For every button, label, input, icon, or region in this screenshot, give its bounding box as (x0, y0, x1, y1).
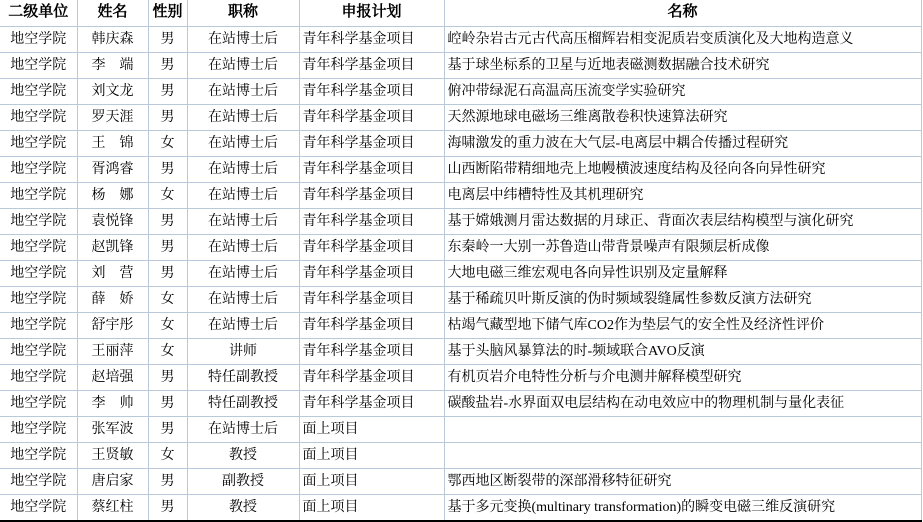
cell-gender: 女 (148, 182, 187, 208)
cell-plan: 面上项目 (299, 468, 444, 494)
cell-name: 王贤敏 (77, 442, 148, 468)
header-title: 职称 (187, 0, 299, 26)
cell-plan: 青年科学基金项目 (299, 390, 444, 416)
cell-name: 薛 娇 (77, 286, 148, 312)
cell-plan: 青年科学基金项目 (299, 364, 444, 390)
cell-unit: 地空学院 (0, 468, 77, 494)
cell-name: 舒宇彤 (77, 312, 148, 338)
cell-title: 在站博士后 (187, 78, 299, 104)
cell-plan: 面上项目 (299, 442, 444, 468)
cell-title: 在站博士后 (187, 130, 299, 156)
table-row (0, 78, 921, 104)
header-gender: 性别 (148, 0, 187, 26)
cell-project: 东秦岭一大别一苏鲁造山带背景噪声有限频层析成像 (444, 234, 921, 260)
table-row (0, 364, 921, 390)
cell-project: 海啸激发的重力波在大气层-电离层中耦合传播过程研究 (444, 130, 921, 156)
header-unit: 二级单位 (0, 0, 77, 26)
cell-project: 基于球坐标系的卫星与近地表磁测数据融合技术研究 (444, 52, 921, 78)
cell-name: 杨 娜 (77, 182, 148, 208)
cell-project: 崆岭杂岩古元古代高压榴辉岩相变泥质岩变质演化及大地构造意义 (444, 26, 921, 52)
cell-unit: 地空学院 (0, 260, 77, 286)
table-body (0, 26, 921, 521)
cell-gender: 男 (148, 260, 187, 286)
cell-unit: 地空学院 (0, 208, 77, 234)
table-row (0, 442, 921, 468)
cell-gender: 男 (148, 468, 187, 494)
cell-plan: 青年科学基金项目 (299, 130, 444, 156)
cell-project (444, 442, 921, 468)
cell-name: 赵培强 (77, 364, 148, 390)
cell-unit: 地空学院 (0, 130, 77, 156)
cell-gender: 男 (148, 390, 187, 416)
table-row (0, 286, 921, 312)
cell-gender: 女 (148, 286, 187, 312)
cell-project: 电离层中纬槽特性及其机理研究 (444, 182, 921, 208)
cell-unit: 地空学院 (0, 338, 77, 364)
table-row (0, 156, 921, 182)
cell-name: 唐启家 (77, 468, 148, 494)
cell-unit: 地空学院 (0, 286, 77, 312)
table-row (0, 208, 921, 234)
cell-title: 特任副教授 (187, 390, 299, 416)
table-row (0, 260, 921, 286)
cell-project: 俯冲带绿泥石高温高压流变学实验研究 (444, 78, 921, 104)
cell-title: 在站博士后 (187, 286, 299, 312)
table-row (0, 130, 921, 156)
cell-plan: 青年科学基金项目 (299, 312, 444, 338)
cell-project: 枯竭气藏型地下储气库CO2作为垫层气的安全性及经济性评价 (444, 312, 921, 338)
cell-unit: 地空学院 (0, 52, 77, 78)
table-row (0, 234, 921, 260)
cell-name: 罗天涯 (77, 104, 148, 130)
cell-project: 基于稀疏贝叶斯反演的伪时频域裂缝属性参数反演方法研究 (444, 286, 921, 312)
cell-plan: 青年科学基金项目 (299, 78, 444, 104)
cell-plan: 青年科学基金项目 (299, 234, 444, 260)
cell-gender: 男 (148, 156, 187, 182)
table-row (0, 494, 921, 521)
cell-project: 碳酸盐岩-水界面双电层结构在动电效应中的物理机制与量化表征 (444, 390, 921, 416)
cell-unit: 地空学院 (0, 442, 77, 468)
cell-gender: 男 (148, 78, 187, 104)
cell-project: 山西断陷带精细地壳上地幔横波速度结构及径向各向异性研究 (444, 156, 921, 182)
cell-plan: 青年科学基金项目 (299, 26, 444, 52)
cell-title: 教授 (187, 494, 299, 521)
table-header-row (0, 0, 921, 26)
cell-unit: 地空学院 (0, 312, 77, 338)
cell-project: 基于多元变换(multinary transformation)的瞬变电磁三维反演研究 (444, 494, 921, 521)
cell-gender: 男 (148, 104, 187, 130)
cell-title: 在站博士后 (187, 182, 299, 208)
cell-project: 基于嫦娥测月雷达数据的月球正、背面次表层结构模型与演化研究 (444, 208, 921, 234)
cell-unit: 地空学院 (0, 364, 77, 390)
cell-plan: 面上项目 (299, 416, 444, 442)
table-row (0, 182, 921, 208)
cell-plan: 青年科学基金项目 (299, 52, 444, 78)
cell-name: 刘 营 (77, 260, 148, 286)
cell-unit: 地空学院 (0, 26, 77, 52)
table-row (0, 468, 921, 494)
cell-title: 在站博士后 (187, 260, 299, 286)
cell-project: 有机页岩介电特性分析与介电测井解释模型研究 (444, 364, 921, 390)
cell-gender: 女 (148, 338, 187, 364)
cell-title: 在站博士后 (187, 104, 299, 130)
table-row (0, 390, 921, 416)
cell-project: 大地电磁三维宏观电各向异性识别及定量解释 (444, 260, 921, 286)
cell-gender: 男 (148, 234, 187, 260)
cell-title: 在站博士后 (187, 52, 299, 78)
cell-unit: 地空学院 (0, 494, 77, 521)
table-row (0, 416, 921, 442)
cell-unit: 地空学院 (0, 156, 77, 182)
table-row (0, 312, 921, 338)
cell-plan: 青年科学基金项目 (299, 156, 444, 182)
cell-name: 胥鸿睿 (77, 156, 148, 182)
cell-name: 蔡红柱 (77, 494, 148, 521)
cell-unit: 地空学院 (0, 390, 77, 416)
cell-title: 讲师 (187, 338, 299, 364)
cell-title: 在站博士后 (187, 416, 299, 442)
cell-gender: 女 (148, 130, 187, 156)
cell-project: 天然源地球电磁场三维离散卷积快速算法研究 (444, 104, 921, 130)
cell-name: 王 锦 (77, 130, 148, 156)
cell-unit: 地空学院 (0, 104, 77, 130)
cell-plan: 青年科学基金项目 (299, 104, 444, 130)
cell-unit: 地空学院 (0, 182, 77, 208)
cell-title: 副教授 (187, 468, 299, 494)
cell-title: 特任副教授 (187, 364, 299, 390)
table-row (0, 52, 921, 78)
cell-name: 韩庆森 (77, 26, 148, 52)
cell-plan: 青年科学基金项目 (299, 338, 444, 364)
cell-name: 李 端 (77, 52, 148, 78)
cell-title: 教授 (187, 442, 299, 468)
cell-name: 王丽萍 (77, 338, 148, 364)
cell-plan: 青年科学基金项目 (299, 182, 444, 208)
cell-project: 鄂西地区断裂带的深部滑移特征研究 (444, 468, 921, 494)
cell-title: 在站博士后 (187, 234, 299, 260)
cell-gender: 女 (148, 312, 187, 338)
cell-title: 在站博士后 (187, 156, 299, 182)
header-plan: 申报计划 (299, 0, 444, 26)
cell-gender: 男 (148, 26, 187, 52)
table-row (0, 104, 921, 130)
cell-unit: 地空学院 (0, 416, 77, 442)
cell-plan: 面上项目 (299, 494, 444, 521)
cell-unit: 地空学院 (0, 234, 77, 260)
cell-name: 袁悦锋 (77, 208, 148, 234)
cell-gender: 男 (148, 208, 187, 234)
cell-plan: 青年科学基金项目 (299, 286, 444, 312)
cell-title: 在站博士后 (187, 26, 299, 52)
cell-title: 在站博士后 (187, 208, 299, 234)
cell-gender: 男 (148, 494, 187, 521)
table-row (0, 26, 921, 52)
cell-gender: 女 (148, 442, 187, 468)
cell-name: 张军波 (77, 416, 148, 442)
cell-name: 李 帅 (77, 390, 148, 416)
cell-plan: 青年科学基金项目 (299, 208, 444, 234)
cell-plan: 青年科学基金项目 (299, 260, 444, 286)
cell-project: 基于头脑风暴算法的时-频域联合AVO反演 (444, 338, 921, 364)
cell-gender: 男 (148, 52, 187, 78)
cell-gender: 男 (148, 416, 187, 442)
table-row (0, 338, 921, 364)
cell-unit: 地空学院 (0, 78, 77, 104)
cell-name: 刘文龙 (77, 78, 148, 104)
cell-name: 赵凯锋 (77, 234, 148, 260)
cell-title: 在站博士后 (187, 312, 299, 338)
header-name: 姓名 (77, 0, 148, 26)
cell-project (444, 416, 921, 442)
header-project: 名称 (444, 0, 921, 26)
cell-gender: 男 (148, 364, 187, 390)
